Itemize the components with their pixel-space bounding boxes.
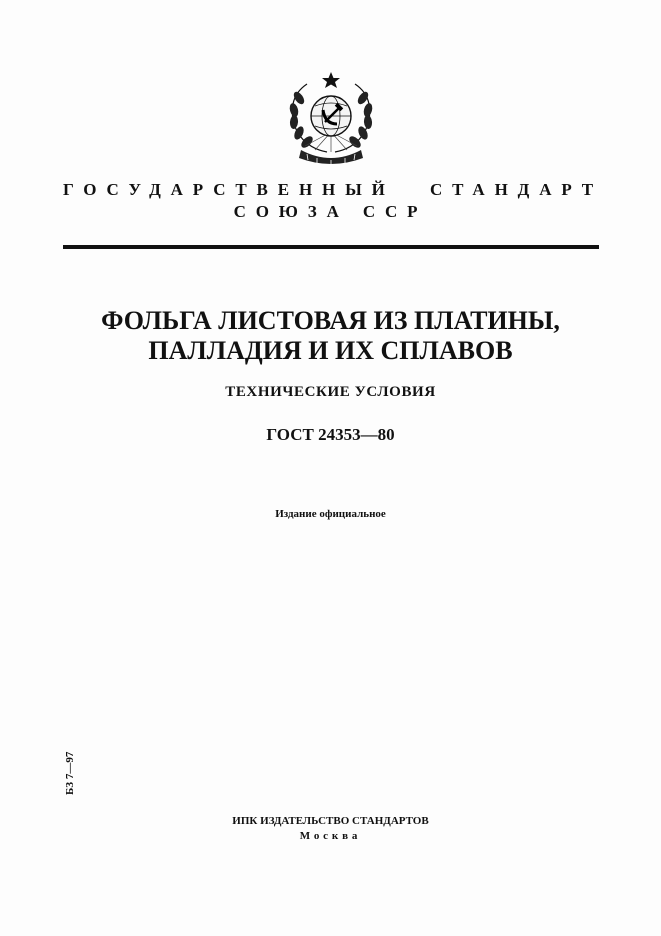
publisher-city: Москва bbox=[299, 830, 362, 842]
edition-note: Издание официальное bbox=[275, 508, 386, 520]
header-word-state: ГОСУДАРСТВЕННЫЙ bbox=[63, 180, 395, 199]
title-line-1: ФОЛЬГА ЛИСТОВАЯ ИЗ ПЛАТИНЫ, bbox=[101, 306, 560, 335]
ussr-state-emblem-icon bbox=[275, 70, 387, 170]
document-title bbox=[0, 306, 661, 366]
header-ussr: СОЮЗА ССР bbox=[233, 202, 428, 221]
publisher-name: ИПК ИЗДАТЕЛЬСТВО СТАНДАРТОВ bbox=[232, 815, 429, 827]
title-line-2: ПАЛЛАДИЯ И ИХ СПЛАВОВ bbox=[148, 336, 513, 365]
header-state-standard bbox=[63, 180, 603, 200]
header-divider bbox=[63, 245, 599, 249]
document-subtitle: ТЕХНИЧЕСКИЕ УСЛОВИЯ bbox=[225, 384, 436, 400]
header-word-standard: СТАНДАРТ bbox=[429, 180, 603, 199]
side-code: БЗ 7—97 bbox=[64, 751, 76, 795]
standard-number: ГОСТ 24353—80 bbox=[266, 425, 395, 444]
